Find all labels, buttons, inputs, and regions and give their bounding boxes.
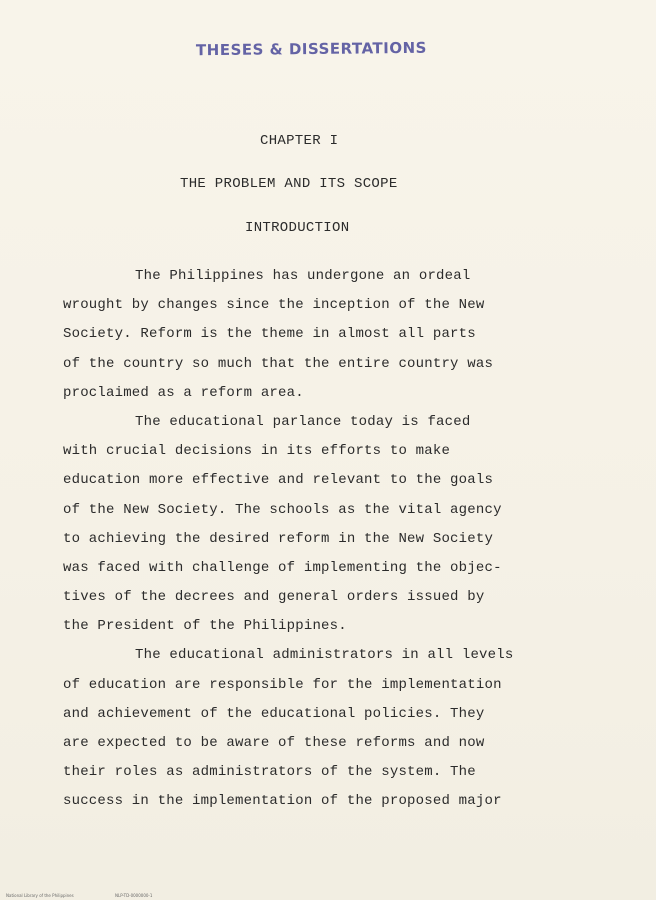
footer: [6, 893, 192, 898]
text-line: are expected to be aware of these reforms and now: [63, 735, 485, 751]
footer-source: National Library of the Philippines: [6, 893, 74, 898]
text-line: education more effective and relevant to the goals: [63, 472, 494, 489]
text-line: proclaimed as a reform area.: [63, 384, 304, 401]
text-line: success in the implementation of the proposed major: [63, 793, 502, 810]
text-line: The educational parlance today is faced: [135, 413, 471, 430]
chapter-title: THE PROBLEM AND ITS SCOPE: [180, 176, 398, 192]
text-line: to achieving the desired reform in the New Society: [63, 530, 494, 547]
text-line: of the country so much that the entire country was: [63, 355, 494, 372]
section-heading: INTRODUCTION: [245, 220, 350, 236]
text-line: of the New Society. The schools as the vital agency: [63, 501, 502, 518]
text-line: was faced with challenge of implementing the objec-: [63, 559, 502, 576]
text-line: and achievement of the educational policies. They: [63, 705, 485, 722]
footer-id: NLP-TD-0000000-1: [115, 893, 153, 898]
archive-stamp: THESES & DISSERTATIONS: [195, 38, 428, 60]
text-line: The Philippines has undergone an ordeal: [135, 268, 471, 284]
chapter-number: CHAPTER I: [260, 133, 339, 149]
text-line: The educational administrators in all levels: [135, 647, 514, 664]
text-line: with crucial decisions in its efforts to make: [63, 443, 451, 460]
text-line: wrought by changes since the inception of the New: [63, 297, 485, 314]
text-line: of education are responsible for the implementation: [63, 676, 502, 693]
text-line: Society. Reform is the theme in almost all parts: [63, 326, 476, 343]
text-line: their roles as administrators of the system. The: [63, 764, 476, 781]
text-line: the President of the Philippines.: [63, 618, 347, 635]
body-text: [63, 262, 543, 817]
text-line: tives of the decrees and general orders issued by: [63, 589, 485, 606]
